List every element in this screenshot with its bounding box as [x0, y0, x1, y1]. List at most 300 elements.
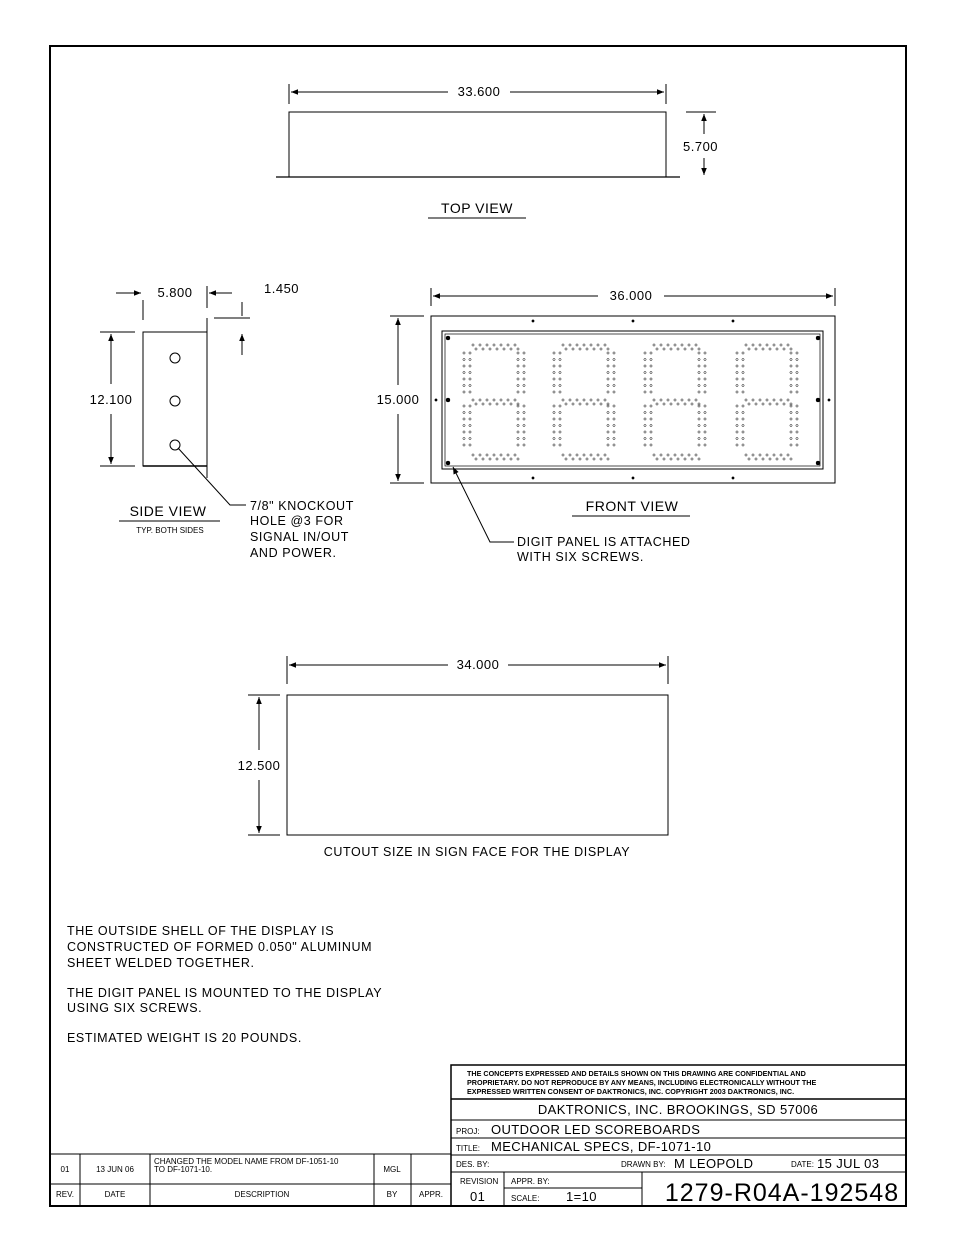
led-dot	[698, 348, 700, 350]
led-dot	[503, 403, 505, 405]
led-dot	[698, 352, 700, 354]
led-dot	[796, 437, 798, 439]
led-dot	[579, 458, 581, 460]
led-dot	[597, 454, 599, 456]
led-dot	[553, 371, 555, 373]
led-digit	[463, 344, 525, 460]
led-dot	[479, 454, 481, 456]
drawing-title: MECHANICAL SPECS, DF-1071-10	[491, 1139, 712, 1154]
led-dot	[653, 454, 655, 456]
led-dot	[691, 348, 693, 350]
led-dot	[736, 352, 738, 354]
led-dot	[597, 399, 599, 401]
led-dot	[762, 403, 764, 405]
led-dot	[479, 399, 481, 401]
led-dot	[489, 458, 491, 460]
led-dot	[572, 458, 574, 460]
led-dot	[644, 378, 646, 380]
led-dot	[736, 391, 738, 393]
frame-screw	[532, 477, 534, 479]
led-dot	[469, 378, 471, 380]
led-dot	[523, 431, 525, 433]
led-dot	[704, 418, 706, 420]
led-dot	[613, 352, 615, 354]
scale: 1=10	[566, 1189, 597, 1204]
knockout-note-line: AND POWER.	[250, 546, 337, 560]
led-dot	[613, 358, 615, 360]
led-dot	[644, 411, 646, 413]
led-dot	[569, 454, 571, 456]
frame-screw	[532, 320, 534, 322]
frame-screw	[632, 320, 634, 322]
front-view	[377, 288, 835, 564]
led-dot	[569, 344, 571, 346]
led-dot	[688, 344, 690, 346]
led-dot	[469, 391, 471, 393]
led-dot	[650, 418, 652, 420]
led-dot	[748, 348, 750, 350]
led-dot	[766, 454, 768, 456]
led-dot	[463, 424, 465, 426]
led-dot	[670, 458, 672, 460]
led-dot	[681, 344, 683, 346]
led-dot	[607, 444, 609, 446]
led-dot	[493, 399, 495, 401]
led-dot	[796, 418, 798, 420]
led-dot	[463, 352, 465, 354]
led-dot	[704, 358, 706, 360]
led-dot	[653, 344, 655, 346]
led-dot	[698, 458, 700, 460]
led-dot	[517, 348, 519, 350]
led-dot	[650, 431, 652, 433]
led-dot	[755, 348, 757, 350]
led-dot	[759, 344, 761, 346]
led-dot	[688, 454, 690, 456]
led-dot	[559, 371, 561, 373]
led-dot	[698, 378, 700, 380]
led-dot	[469, 371, 471, 373]
led-dot	[745, 454, 747, 456]
led-dot	[742, 405, 744, 407]
led-dot	[517, 391, 519, 393]
revision-label: REVISION	[460, 1177, 499, 1186]
led-dot	[469, 444, 471, 446]
led-dot	[667, 344, 669, 346]
led-dot	[559, 444, 561, 446]
led-dot	[790, 418, 792, 420]
led-dot	[796, 411, 798, 413]
led-dot	[517, 431, 519, 433]
led-dot	[607, 458, 609, 460]
led-dot	[469, 431, 471, 433]
side-width-dim: 5.800	[157, 285, 193, 300]
led-dot	[517, 371, 519, 373]
led-dot	[674, 344, 676, 346]
led-dot	[644, 391, 646, 393]
led-dot	[790, 371, 792, 373]
scale-label: SCALE:	[511, 1194, 540, 1203]
led-dot	[790, 431, 792, 433]
led-dot	[517, 378, 519, 380]
led-dot	[523, 411, 525, 413]
side-view-outline	[143, 332, 207, 466]
led-dot	[500, 399, 502, 401]
led-dot	[790, 411, 792, 413]
led-dot	[790, 348, 792, 350]
led-dot	[790, 378, 792, 380]
led-dot	[766, 399, 768, 401]
led-dot	[688, 399, 690, 401]
led-dot	[469, 437, 471, 439]
led-dot	[496, 458, 498, 460]
led-dot	[790, 365, 792, 367]
led-dot	[704, 371, 706, 373]
led-dot	[762, 348, 764, 350]
led-dot	[579, 403, 581, 405]
led-dot	[759, 454, 761, 456]
led-dot	[463, 418, 465, 420]
led-dot	[736, 358, 738, 360]
weight-note: ESTIMATED WEIGHT IS 20 POUNDS.	[67, 1031, 302, 1045]
led-dot	[644, 358, 646, 360]
knockout-note-line: 7/8" KNOCKOUT	[250, 499, 354, 513]
led-dot	[796, 352, 798, 354]
led-dot	[790, 384, 792, 386]
led-dot	[644, 384, 646, 386]
led-dot	[780, 454, 782, 456]
led-dot	[691, 403, 693, 405]
led-dot	[783, 403, 785, 405]
knockout-note-line: SIGNAL IN/OUT	[250, 530, 350, 544]
led-dot	[790, 358, 792, 360]
led-dot	[736, 431, 738, 433]
led-dot	[660, 399, 662, 401]
led-dot	[514, 344, 516, 346]
led-dot	[644, 431, 646, 433]
led-dot	[472, 454, 474, 456]
front-height-dim: 15.000	[376, 392, 420, 407]
led-dot	[656, 458, 658, 460]
led-dot	[660, 344, 662, 346]
led-dot	[463, 437, 465, 439]
led-dot	[607, 418, 609, 420]
panel-mount-note-line: THE DIGIT PANEL IS MOUNTED TO THE DISPLAY	[67, 986, 383, 1000]
led-dot	[681, 399, 683, 401]
led-dot	[523, 418, 525, 420]
led-digit	[644, 344, 706, 460]
led-dot	[698, 431, 700, 433]
led-dot	[559, 431, 561, 433]
led-dot	[742, 378, 744, 380]
led-dot	[553, 424, 555, 426]
led-dot	[742, 431, 744, 433]
led-dot	[660, 454, 662, 456]
side-view-sublabel: TYP. BOTH SIDES	[136, 526, 204, 535]
led-dot	[796, 358, 798, 360]
frame-screw	[732, 477, 734, 479]
led-dot	[463, 365, 465, 367]
led-dot	[472, 344, 474, 346]
led-dot	[787, 454, 789, 456]
cutout-height-dim: 12.500	[237, 758, 281, 773]
led-dot	[600, 458, 602, 460]
led-dot	[736, 444, 738, 446]
led-dot	[523, 437, 525, 439]
led-dot	[698, 391, 700, 393]
led-dot	[523, 444, 525, 446]
led-dot	[704, 378, 706, 380]
des-by-label: DES. BY:	[456, 1160, 490, 1169]
led-dot	[755, 403, 757, 405]
panel-note-line: WITH SIX SCREWS.	[517, 550, 644, 564]
date-label: DATE:	[791, 1160, 814, 1169]
rev-by: MGL	[383, 1165, 401, 1174]
proj-label: PROJ:	[456, 1127, 480, 1136]
shell-note-line: SHEET WELDED TOGETHER.	[67, 956, 255, 970]
led-dot	[510, 403, 512, 405]
led-dot	[769, 348, 771, 350]
drawn-by-label: DRAWN BY:	[621, 1160, 666, 1169]
led-dot	[796, 431, 798, 433]
panel-screw	[446, 461, 450, 465]
led-dot	[607, 348, 609, 350]
led-dot	[593, 458, 595, 460]
led-dot	[507, 344, 509, 346]
front-width-dim: 36.000	[609, 288, 653, 303]
led-dot	[559, 352, 561, 354]
led-dot	[553, 405, 555, 407]
led-dot	[704, 405, 706, 407]
led-dot	[613, 431, 615, 433]
led-digit	[553, 344, 615, 460]
led-dot	[773, 399, 775, 401]
led-dot	[517, 411, 519, 413]
title-block	[451, 1065, 906, 1207]
led-dot	[752, 454, 754, 456]
led-digits	[463, 344, 798, 460]
led-dot	[553, 411, 555, 413]
led-dot	[482, 458, 484, 460]
led-dot	[523, 405, 525, 407]
led-dot	[517, 418, 519, 420]
led-dot	[748, 458, 750, 460]
led-dot	[613, 371, 615, 373]
led-dot	[472, 399, 474, 401]
led-dot	[752, 344, 754, 346]
led-dot	[593, 348, 595, 350]
led-dot	[562, 344, 564, 346]
front-frame	[431, 316, 835, 483]
led-dot	[559, 378, 561, 380]
led-dot	[523, 384, 525, 386]
led-dot	[759, 399, 761, 401]
top-view-outline	[289, 112, 666, 177]
led-dot	[736, 384, 738, 386]
led-dot	[523, 365, 525, 367]
shell-note-line: THE OUTSIDE SHELL OF THE DISPLAY IS	[67, 924, 335, 938]
led-dot	[704, 384, 706, 386]
led-dot	[507, 454, 509, 456]
led-dot	[613, 437, 615, 439]
led-dot	[691, 458, 693, 460]
led-dot	[572, 403, 574, 405]
led-dot	[613, 384, 615, 386]
led-dot	[695, 454, 697, 456]
led-dot	[656, 348, 658, 350]
led-dot	[576, 399, 578, 401]
led-dot	[600, 403, 602, 405]
led-dot	[796, 365, 798, 367]
led-dot	[663, 403, 665, 405]
led-dot	[787, 344, 789, 346]
led-dot	[593, 403, 595, 405]
led-dot	[613, 418, 615, 420]
rev-header: REV.	[56, 1190, 74, 1199]
led-dot	[576, 344, 578, 346]
led-dot	[667, 454, 669, 456]
led-dot	[523, 358, 525, 360]
knockout-hole	[170, 396, 180, 406]
led-dot	[514, 454, 516, 456]
led-dot	[579, 348, 581, 350]
led-dot	[475, 348, 477, 350]
led-dot	[607, 391, 609, 393]
led-dot	[489, 348, 491, 350]
led-dot	[698, 371, 700, 373]
led-dot	[469, 352, 471, 354]
led-dot	[790, 391, 792, 393]
led-dot	[613, 424, 615, 426]
led-dot	[650, 391, 652, 393]
led-dot	[650, 437, 652, 439]
led-dot	[677, 403, 679, 405]
appr-header: APPR.	[418, 1190, 444, 1199]
led-dot	[607, 371, 609, 373]
general-notes	[67, 924, 382, 1045]
led-dot	[742, 444, 744, 446]
led-dot	[559, 405, 561, 407]
frame-screw	[732, 320, 734, 322]
led-dot	[698, 424, 700, 426]
led-dot	[553, 437, 555, 439]
led-dot	[613, 378, 615, 380]
led-dot	[704, 437, 706, 439]
led-dot	[469, 411, 471, 413]
led-dot	[500, 454, 502, 456]
led-dot	[650, 365, 652, 367]
led-dot	[736, 418, 738, 420]
side-height-dim: 12.100	[89, 392, 133, 407]
led-dot	[553, 365, 555, 367]
led-dot	[517, 384, 519, 386]
led-dot	[677, 458, 679, 460]
led-dot	[562, 399, 564, 401]
led-dot	[523, 391, 525, 393]
led-dot	[482, 348, 484, 350]
led-dot	[469, 424, 471, 426]
led-dot	[607, 384, 609, 386]
led-dot	[704, 431, 706, 433]
led-dot	[783, 348, 785, 350]
led-dot	[790, 352, 792, 354]
led-dot	[523, 371, 525, 373]
led-dot	[644, 365, 646, 367]
led-dot	[670, 403, 672, 405]
led-dot	[698, 437, 700, 439]
led-dot	[469, 384, 471, 386]
led-dot	[463, 405, 465, 407]
led-dot	[559, 418, 561, 420]
led-dot	[745, 399, 747, 401]
led-dot	[681, 454, 683, 456]
led-dot	[576, 454, 578, 456]
led-dot	[463, 431, 465, 433]
led-dot	[736, 405, 738, 407]
led-dot	[586, 403, 588, 405]
led-dot	[656, 403, 658, 405]
led-dot	[644, 444, 646, 446]
led-dot	[742, 371, 744, 373]
led-dot	[559, 411, 561, 413]
led-dot	[787, 399, 789, 401]
led-dot	[776, 348, 778, 350]
led-dot	[463, 371, 465, 373]
led-dot	[613, 444, 615, 446]
led-dot	[677, 348, 679, 350]
led-dot	[517, 437, 519, 439]
led-dot	[780, 344, 782, 346]
led-dot	[463, 378, 465, 380]
led-dot	[644, 424, 646, 426]
panel-mount-note-line: USING SIX SCREWS.	[67, 1001, 203, 1015]
frame-screw	[632, 477, 634, 479]
led-dot	[475, 458, 477, 460]
led-dot	[769, 403, 771, 405]
led-dot	[684, 458, 686, 460]
rev-description-line: CHANGED THE MODEL NAME FROM DF-1051-10	[154, 1157, 339, 1166]
led-dot	[742, 424, 744, 426]
led-dot	[796, 378, 798, 380]
led-dot	[650, 352, 652, 354]
confidential-line: PROPRIETARY. DO NOT REPRODUCE BY ANY MEANS, INCLUDING ELECTRONICALLY WITHOUT THE	[467, 1078, 817, 1087]
led-dot	[670, 348, 672, 350]
led-dot	[463, 411, 465, 413]
led-dot	[572, 348, 574, 350]
led-dot	[766, 344, 768, 346]
cutout-outline	[287, 695, 668, 835]
led-dot	[644, 371, 646, 373]
led-dot	[736, 365, 738, 367]
led-dot	[559, 391, 561, 393]
led-dot	[604, 344, 606, 346]
rev-date: 13 JUN 06	[96, 1165, 134, 1174]
led-dot	[503, 348, 505, 350]
led-dot	[684, 403, 686, 405]
led-dot	[607, 358, 609, 360]
led-dot	[604, 399, 606, 401]
led-dot	[463, 358, 465, 360]
digit-panel-inner	[445, 334, 820, 466]
led-dot	[503, 458, 505, 460]
led-dot	[644, 405, 646, 407]
led-dot	[783, 458, 785, 460]
led-dot	[742, 391, 744, 393]
frame-screw	[828, 399, 830, 401]
led-dot	[663, 348, 665, 350]
led-dot	[469, 418, 471, 420]
led-digit	[736, 344, 798, 460]
